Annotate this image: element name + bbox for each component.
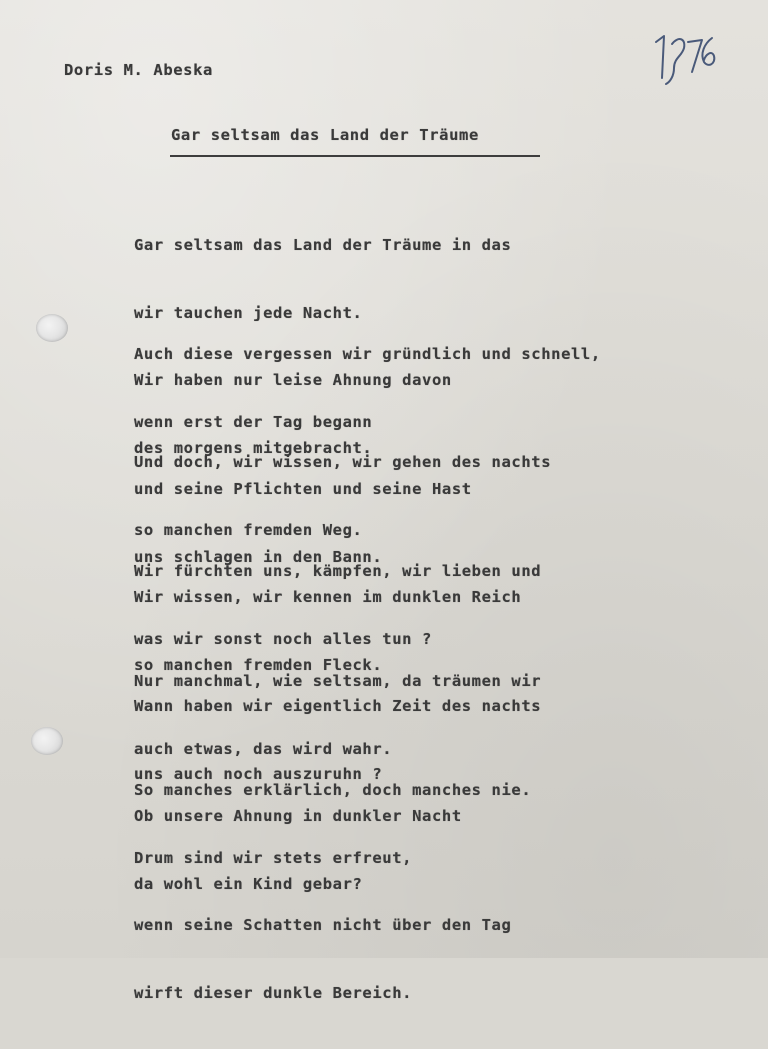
- poem-title: Gar seltsam das Land der Träume: [171, 126, 479, 144]
- poem-line: so manchen fremden Weg.: [134, 520, 363, 539]
- punch-hole-bottom: [31, 727, 63, 755]
- poem-line: Wann haben wir eigentlich Zeit des nachts: [134, 697, 542, 715]
- poem-line: wir tauchen jede Nacht.: [134, 303, 363, 322]
- poem-line: da wohl ein Kind gebar?: [134, 874, 363, 893]
- poem-line: und seine Pflichten und seine Hast: [134, 480, 472, 498]
- stanza-6: [134, 734, 531, 1049]
- poem-line: wirft dieser dunkle Bereich.: [134, 983, 413, 1002]
- handwritten-date-note: [650, 28, 720, 86]
- poem-line: Ob unsere Ahnung in dunkler Nacht: [134, 807, 462, 825]
- poem-line: Auch diese vergessen wir gründlich und schnell,: [134, 345, 601, 363]
- poem-line: uns schlagen in den Bann.: [134, 547, 383, 566]
- poem-line: So manches erklärlich, doch manches nie.: [134, 781, 532, 799]
- poem-line: was wir sonst noch alles tun ?: [134, 629, 432, 648]
- poem-line: Gar seltsam das Land der Träume in das: [134, 236, 512, 254]
- poem-line: Wir fürchten uns, kämpfen, wir lieben und: [134, 562, 542, 580]
- punch-hole-top: [36, 314, 68, 342]
- poem-line: wenn seine Schatten nicht über den Tag: [134, 916, 512, 934]
- poem-line: uns auch noch auszuruhn ?: [134, 764, 383, 783]
- poem-line: auch etwas, das wird wahr.: [134, 739, 393, 758]
- poem-line: Wir haben nur leise Ahnung davon: [134, 371, 452, 389]
- poem-line: des morgens mitgebracht.: [134, 438, 373, 457]
- poem-line: Und doch, wir wissen, wir gehen des nachts: [134, 453, 552, 471]
- title-underline: [170, 155, 540, 157]
- author-name: Doris M. Abeska: [64, 61, 213, 79]
- poem-line: Wir wissen, wir kennen im dunklen Reich: [134, 588, 522, 606]
- poem-line: Drum sind wir stets erfreut,: [134, 848, 413, 867]
- poem-line: Nur manchmal, wie seltsam, da träumen wir: [134, 672, 542, 690]
- poem-line: so manchen fremden Fleck.: [134, 655, 383, 674]
- poem-line: wenn erst der Tag begann: [134, 412, 373, 431]
